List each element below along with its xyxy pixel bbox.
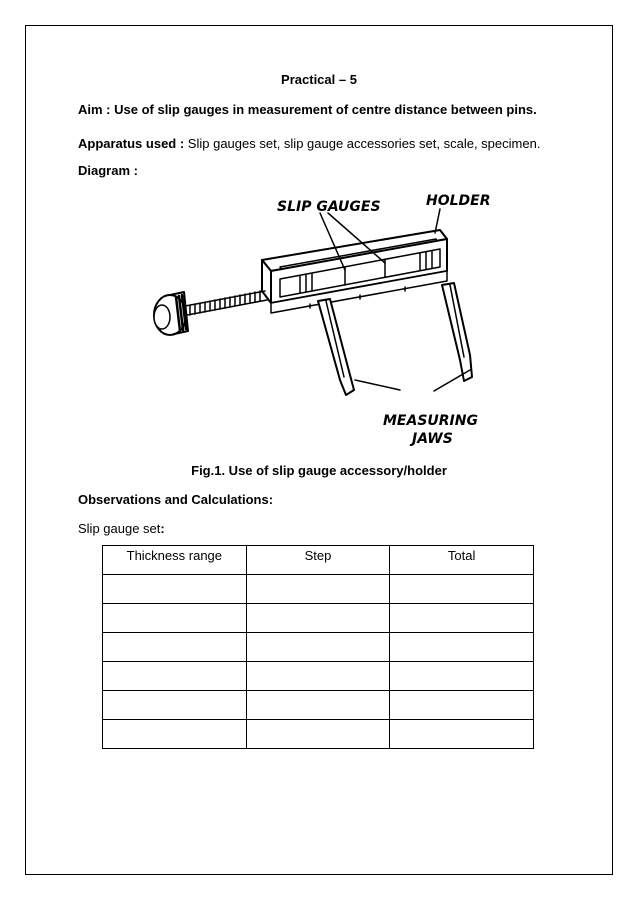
aim-line <box>78 102 537 117</box>
header-step: Step <box>246 546 390 575</box>
observations-heading: Observations and Calculations: <box>78 492 274 507</box>
table-row <box>103 691 534 720</box>
table-cell <box>246 662 390 691</box>
table-cell <box>246 720 390 749</box>
table-cell <box>103 575 247 604</box>
table-cell <box>103 720 247 749</box>
table-cell <box>390 604 534 633</box>
diagram-heading: Diagram : <box>78 163 138 178</box>
slip-gauge-set-colon: : <box>160 521 165 536</box>
aim-text: Use of slip gauges in measurement of centre distance between pins. <box>114 102 537 117</box>
page-title: Practical – 5 <box>281 72 357 87</box>
apparatus-text: Slip gauges set, slip gauge accessories set, scale, specimen. <box>187 136 541 151</box>
holder-label: HOLDER <box>426 193 491 209</box>
jaws-label: JAWS <box>412 431 453 447</box>
table-cell <box>246 691 390 720</box>
table-cell <box>246 604 390 633</box>
header-total: Total <box>390 546 534 575</box>
table-cell <box>390 633 534 662</box>
right-measuring-jaw <box>442 283 472 381</box>
apparatus-line <box>78 136 540 151</box>
table-row <box>103 633 534 662</box>
figure-caption: Fig.1. Use of slip gauge accessory/holder <box>191 463 447 478</box>
left-measuring-jaw <box>318 299 354 395</box>
slip-gauge-table <box>102 545 534 749</box>
table-header-row <box>103 546 534 575</box>
table-cell <box>246 633 390 662</box>
table-row <box>103 720 534 749</box>
table-cell <box>390 575 534 604</box>
aim-label: Aim : <box>78 102 115 117</box>
table-cell <box>390 662 534 691</box>
header-thickness-range: Thickness range <box>103 546 247 575</box>
table-cell <box>390 691 534 720</box>
table-cell <box>103 691 247 720</box>
measuring-label: MEASURING <box>383 413 478 429</box>
table-row <box>103 662 534 691</box>
clamping-screw <box>180 291 267 316</box>
table-row <box>103 604 534 633</box>
table-cell <box>103 662 247 691</box>
slip-gauge-holder-figure <box>140 185 500 450</box>
table-cell <box>390 720 534 749</box>
table-cell <box>103 604 247 633</box>
slip-gauge-set-line <box>78 521 165 536</box>
table-row <box>103 575 534 604</box>
table-cell <box>246 575 390 604</box>
table-cell <box>103 633 247 662</box>
slip-gauges-label: SLIP GAUGES <box>277 199 381 215</box>
slip-gauge-set-label: Slip gauge set <box>78 521 161 536</box>
knurled-knob <box>154 292 188 335</box>
apparatus-label: Apparatus used : <box>78 136 188 151</box>
